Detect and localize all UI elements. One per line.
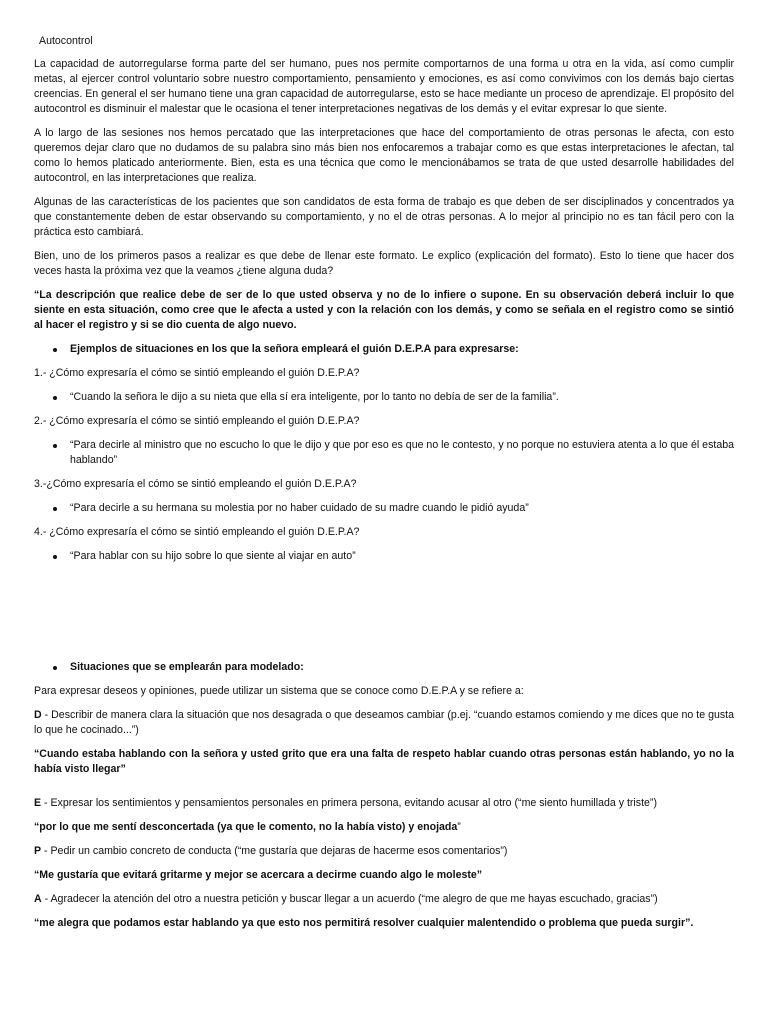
paragraph-characteristics: Algunas de las características de los pacientes que son candidatos de esta forma de trabajo es que deben de ser disciplinados y concentrados ya que constantemente deben de estar observando su comportamiento, y no el de otras personas. A lo mejor al principio no es tan fácil pero con la práctica esto cambiará. — [34, 196, 734, 238]
depa-d-text: - Describir de manera clara la situación que nos desagrada o que deseamos cambiar (p.ej. “cuando estamos comiendo y me dices que no te gusta lo que he cocinado...”) — [34, 709, 734, 736]
depa-d-definition — [34, 708, 734, 738]
modeling-heading-list — [34, 660, 734, 675]
depa-p-definition — [34, 844, 734, 859]
depa-d-letter: D — [34, 709, 42, 721]
depa-e-text: - Expresar los sentimientos y pensamientos personales en primera persona, evitando acusar al otro (“me siento humillada y triste”) — [41, 797, 657, 809]
paragraph-intro: La capacidad de autorregularse forma parte del ser humano, pues nos permite comportarnos de una forma u otra en la vida, así como cumplir metas, al ejercer control voluntario sobre nuestro comportamiento, pensamiento y emociones, es así como convivimos con los demás bajo ciertas creencias. En general el ser humano tiene una gran capacidad de autorregularse, esto se hace mediante un proceso de aprendizaje. El propósito del autocontrol es disminuir el malestar que le ocasiona el tener interpretaciones negativas de los demás y el evitar expresar lo que siente. — [34, 58, 734, 115]
depa-d-example: “Cuando estaba hablando con la señora y usted grito que era una falta de respeto hablar cuando otras personas están hablando, yo no la había visto llegar” — [34, 748, 734, 775]
example-question-1: 1.- ¿Cómo expresaría el cómo se sintió empleando el guión D.E.P.A? — [34, 367, 360, 379]
depa-a-letter: A — [34, 893, 42, 905]
example-question-3: 3.-¿Cómo expresaría el cómo se sintió empleando el guión D.E.P.A? — [34, 478, 357, 490]
example-question-4: 4.- ¿Cómo expresaría el cómo se sintió empleando el guión D.E.P.A? — [34, 526, 360, 538]
modeling-heading: Situaciones que se emplearán para modelado: — [70, 660, 734, 675]
example-answer-list-2 — [34, 438, 734, 468]
example-answer-3: “Para decirle a su hermana su molestia por no haber cuidado de su madre cuando le pidió ayuda” — [70, 501, 734, 516]
depa-e-example — [34, 820, 734, 835]
example-question-2: 2.- ¿Cómo expresaría el cómo se sintió empleando el guión D.E.P.A? — [34, 415, 360, 427]
example-answer-list-3 — [34, 501, 734, 516]
depa-a-text: - Agradecer la atención del otro a nuestra petición y buscar llegar a un acuerdo (“me alegro de que me hayas escuchado, gracias”) — [41, 893, 658, 905]
example-answer-list-4 — [34, 549, 734, 564]
depa-e-example-end: ” — [457, 821, 461, 833]
depa-e-letter: E — [34, 797, 42, 809]
depa-e-example-bold: “por lo que me sentí desconcertada (ya que le comento, no la había visto) y enojada — [34, 821, 458, 833]
example-answer-4: “Para hablar con su hijo sobre lo que siente al viajar en auto” — [70, 549, 734, 564]
depa-a-example: “me alegra que podamos estar hablando ya que esto nos permitirá resolver cualquier malentendido o problema que pueda surgir”. — [34, 917, 694, 929]
blank-line — [34, 786, 734, 796]
depa-a-definition — [34, 892, 734, 907]
document-title: Autocontrol — [39, 35, 93, 47]
depa-p-letter: P — [34, 845, 42, 857]
depa-e-definition — [34, 796, 734, 811]
examples-heading: Ejemplos de situaciones en los que la señora empleará el guión D.E.P.A para expresarse: — [70, 342, 734, 357]
depa-p-text: - Pedir un cambio concreto de conducta (“me gustaría que dejaras de hacerme esos comentarios”) — [41, 845, 508, 857]
example-answer-list-1 — [34, 390, 734, 405]
example-answer-2: “Para decirle al ministro que no escucho lo que le dijo y que por eso es que no le contesto, y no porque no estuviera atenta a lo que él estaba hablando” — [70, 439, 734, 466]
modeling-intro: Para expresar deseos y opiniones, puede utilizar un sistema que se conoce como D.E.P.A y se refiere a: — [34, 685, 524, 697]
example-answer-1: “Cuando la señora le dijo a su nieta que ella sí era inteligente, por lo tanto no debía de ser de la familia”. — [70, 390, 734, 405]
paragraph-sessions: A lo largo de las sesiones nos hemos percatado que las interpretaciones que hace del comportamiento de otras personas le afecta, con esto queremos dejar claro que no dudamos de su palabra sino más bien nos enfocaremos a trabajar como es que estas interpretaciones le afectan, tal como lo hemos platicado anteriormente. Bien, esta es una técnica que como le mencionábamos se trata de que usted desarrolle habilidades del autocontrol, en las interpretaciones que realiza. — [34, 127, 734, 184]
bold-instruction: “La descripción que realice debe de ser de lo que usted observa y no de lo infiere o supone. En su observación deberá incluir lo que siente en esta situación, como cree que le afecta a usted y con la relación con los demás, y como se señala en el registro como se sintió al hacer el registro y si se dio cuenta de algo nuevo. — [34, 289, 734, 331]
depa-p-example: “Me gustaría que evitará gritarme y mejor se acercara a decirme cuando algo le moleste” — [34, 869, 483, 881]
blank-space — [34, 573, 734, 660]
paragraph-first-steps: Bien, uno de los primeros pasos a realizar es que debe de llenar este formato. Le explico (explicación del formato). Esto lo tiene que hacer dos veces hasta la próxima vez que la veamos ¿tiene alguna duda? — [34, 250, 734, 277]
examples-heading-list — [34, 342, 734, 357]
